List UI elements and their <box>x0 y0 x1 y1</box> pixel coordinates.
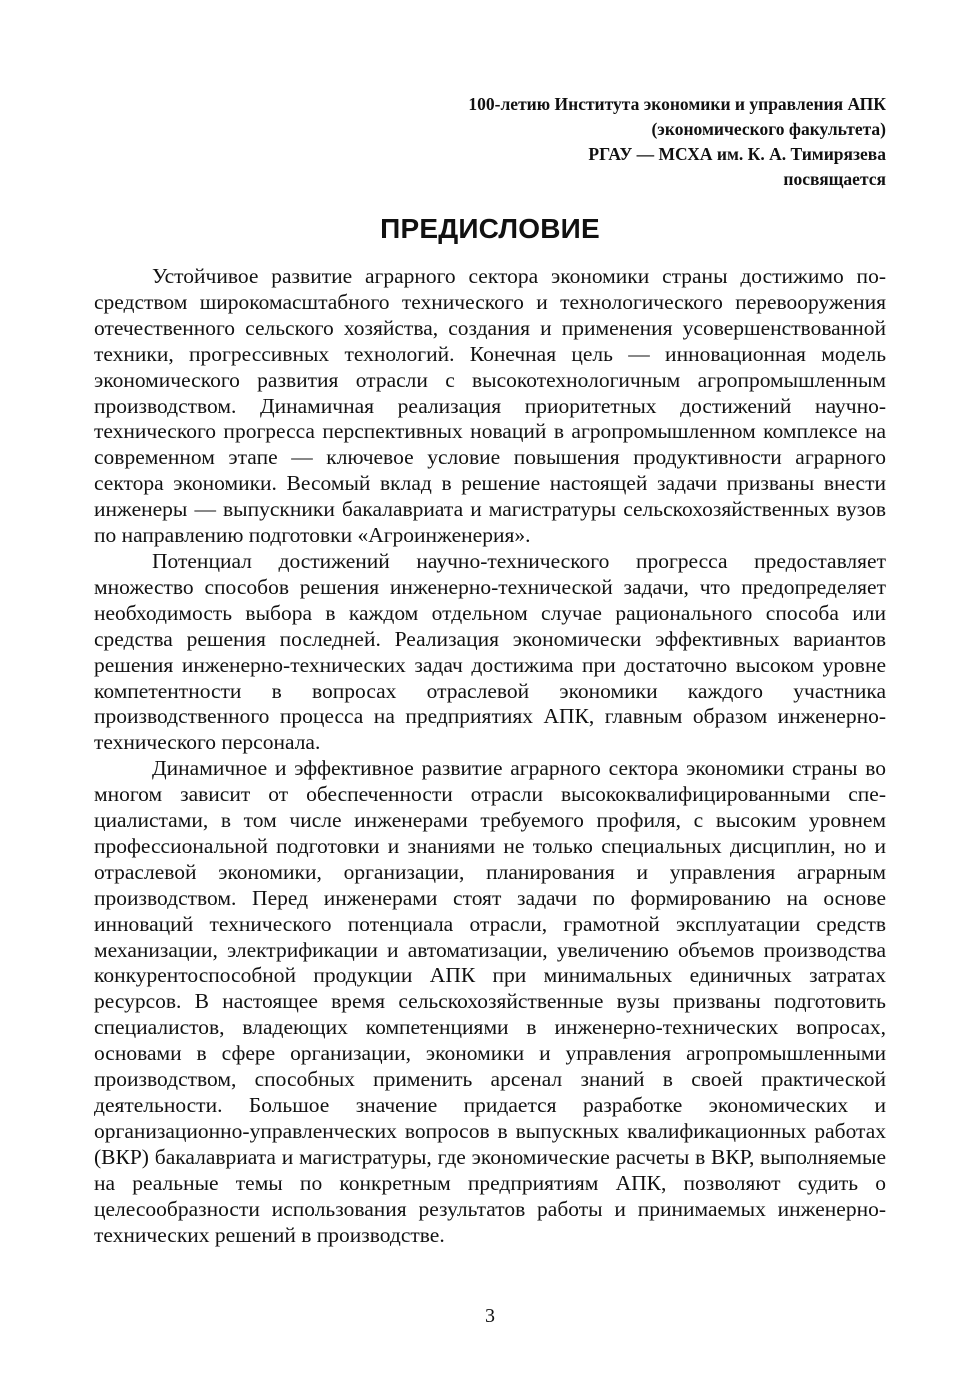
dedication-line: РГАУ — МСХА им. К. А. Тимирязева <box>588 144 886 164</box>
paragraph: Динамичное и эффективное развитие аграрного сектора экономики страны во многом зависит от обеспеченности отрасли высококвалифицированными специалистами, в том числе инженерами требуемого профиля, с высоким уровнем профессиональной подготовки и знаниями не только специальных дисциплин, но и отраслевой экономики, организации, планирования и управления аграрным производством. Перед инженерами стоят задачи по формированию на основе инноваций технического потенциала отрасли, грамотной эксплуатации средств механизации, электрификации и автоматизации, увеличению объемов производства конкурентоспособной продукции АПК при минимальных единичных затратах ресурсов. В настоящее время сельскохозяйственные вузы призваны подготовить специалистов, владеющих компетенциями в инженерно-технических вопросах, основами в сфере организации, экономики и управления агропромышленными производством, способных применить арсенал знаний в своей практической деятельности. Большое значение придается разработке экономических и организационно-управленческих вопросов в выпускных квалификационных работах (ВКР) бакалавриата и магистратуры, где экономические расчеты в ВКР, выполняемые на реальные темы по конкретным предприятиям АПК, позволяют судить о целесообразности использования результатов работы и принимаемых инженерно-технических решений в производстве. <box>94 756 886 1247</box>
dedication-line: (экономического факультета) <box>651 119 886 139</box>
page-title: ПРЕДИСЛОВИЕ <box>380 213 600 244</box>
dedication-line: 100-летию Института экономики и управления АПК <box>468 94 886 114</box>
paragraph: Устойчивое развитие аграрного сектора экономики страны достижимо посредством широкомасштабного технического и технологического перевооружения отечественного сельского хозяйства, создания и применения усовершенствованной техники, прогрессивных технологий. Конечная цель — инновационная модель экономического развития отрасли с высокотехнологичным агропромышленным производством. Динамичная реализация приоритетных достижений научно-технического прогресса перспективных новаций в агропромышленном комплексе на современном этапе — ключевое условие повышения продуктивности аграрного сектора экономики. Весомый вклад в решение настоящей задачи призваны внести инженеры — выпускники бакалавриата и магистратуры сельскохозяйственных вузов по направлению подготовки «Агроинженерия». <box>94 264 886 548</box>
dedication-block <box>94 92 886 192</box>
paragraph: Потенциал достижений научно-технического прогресса предоставляет множество способов решения инженерно-технической задачи, что предопределяет необходимость выбора в каждом отдельном случае рационального способа или средства решения последней. Реализация экономически эффективных вариантов решения инженерно-технических задач достижима при достаточно высоком уровне компетентности в вопросах отраслевой экономики каждого участника производственного процесса на предприятиях АПК, главным образом инженерно-технического персонала. <box>94 548 886 755</box>
page-number: 3 <box>485 1305 495 1327</box>
dedication-line: посвящается <box>783 169 886 189</box>
page-body <box>94 92 886 1248</box>
